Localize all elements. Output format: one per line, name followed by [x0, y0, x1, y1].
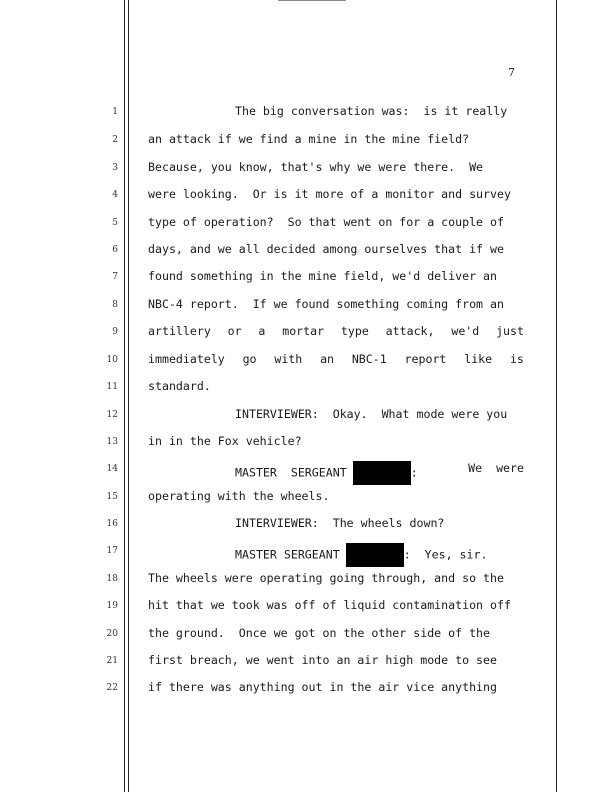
- transcript-line: standard.: [148, 379, 211, 393]
- transcript-line: NBC-4 report. If we found something coming from an: [148, 297, 504, 311]
- speaker-label: MASTER SERGEANT: [235, 465, 347, 480]
- word: an: [320, 352, 335, 366]
- line-number: 14: [106, 464, 118, 474]
- word: is: [509, 352, 524, 366]
- transcript-line: days, and we all decided among ourselves that if we: [148, 242, 504, 256]
- word: with: [274, 352, 303, 366]
- line-number: 9: [112, 327, 118, 337]
- transcript-line: The wheels were operating going through, and so the: [148, 571, 504, 585]
- transcript-line: first breach, we went into an air high mode to see: [148, 653, 498, 667]
- speaker-text: : Yes, sir.: [403, 547, 488, 562]
- left-margin-rule-outer: [124, 0, 125, 792]
- word: a: [258, 324, 266, 338]
- redaction-box: [346, 543, 404, 567]
- line-number: 12: [106, 410, 118, 420]
- line-number: 18: [106, 574, 118, 584]
- transcript-line-justified: [148, 352, 524, 366]
- word: type: [340, 324, 369, 338]
- speaker-text: We were: [468, 461, 524, 475]
- transcript-line: hit that we took was off of liquid contamination off: [148, 598, 511, 612]
- line-number: 20: [106, 629, 118, 639]
- word: just: [496, 324, 524, 338]
- word: go: [242, 352, 257, 366]
- transcript-line-justified: [148, 324, 524, 338]
- transcript-line: if there was anything out in the air vice anything: [148, 680, 498, 694]
- word: immediately: [148, 352, 225, 366]
- top-edge-mark: [278, 0, 346, 1]
- transcript-line: The big conversation was: is it really: [235, 104, 508, 118]
- transcript-line: type of operation? So that went on for a couple of: [148, 215, 504, 229]
- line-number: 16: [106, 519, 118, 529]
- line-number: 22: [106, 683, 118, 693]
- line-number: 8: [112, 300, 118, 310]
- transcript-line: operating with the wheels.: [148, 489, 330, 503]
- redaction-box: [353, 461, 411, 485]
- transcript-line: an attack if we find a mine in the mine field?: [148, 132, 470, 146]
- line-number: 19: [106, 601, 118, 611]
- line-number: 17: [106, 546, 118, 556]
- line-number: 11: [106, 382, 118, 392]
- line-number: 13: [106, 437, 118, 447]
- word: artillery: [148, 324, 211, 338]
- line-number: 1: [112, 107, 118, 117]
- transcript-line-speaker: [148, 543, 524, 567]
- left-margin-rule-inner: [128, 0, 129, 792]
- line-number: 15: [106, 492, 118, 502]
- line-number: 4: [112, 190, 118, 200]
- line-number: 21: [106, 656, 118, 666]
- word: report: [404, 352, 447, 366]
- line-number: 3: [112, 163, 118, 173]
- word: we'd: [451, 324, 480, 338]
- transcript-line: the ground. Once we got on the other side of the: [148, 626, 491, 640]
- transcript-line: were looking. Or is it more of a monitor and survey: [148, 187, 511, 201]
- word: like: [464, 352, 493, 366]
- line-number: 6: [112, 245, 118, 255]
- line-number: 5: [112, 218, 118, 228]
- line-number: 2: [112, 135, 118, 145]
- transcript-line-speaker: [148, 461, 524, 485]
- transcript-line: INTERVIEWER: Okay. What mode were you: [235, 407, 508, 421]
- line-number: 10: [106, 355, 118, 365]
- word: NBC-1: [351, 352, 387, 366]
- transcript-line: Because, you know, that's why we were there. We: [148, 160, 484, 174]
- transcript-line: found something in the mine field, we'd deliver an: [148, 269, 498, 283]
- right-margin-rule: [556, 0, 557, 792]
- word: attack,: [385, 324, 435, 338]
- word: or: [227, 324, 242, 338]
- speaker-label: MASTER SERGEANT: [235, 547, 340, 562]
- transcript-line: INTERVIEWER: The wheels down?: [235, 516, 445, 530]
- word: mortar: [282, 324, 325, 338]
- page-number: 7: [508, 66, 515, 79]
- colon: :: [410, 465, 418, 480]
- line-number: 7: [112, 272, 118, 282]
- transcript-line: in in the Fox vehicle?: [148, 434, 302, 448]
